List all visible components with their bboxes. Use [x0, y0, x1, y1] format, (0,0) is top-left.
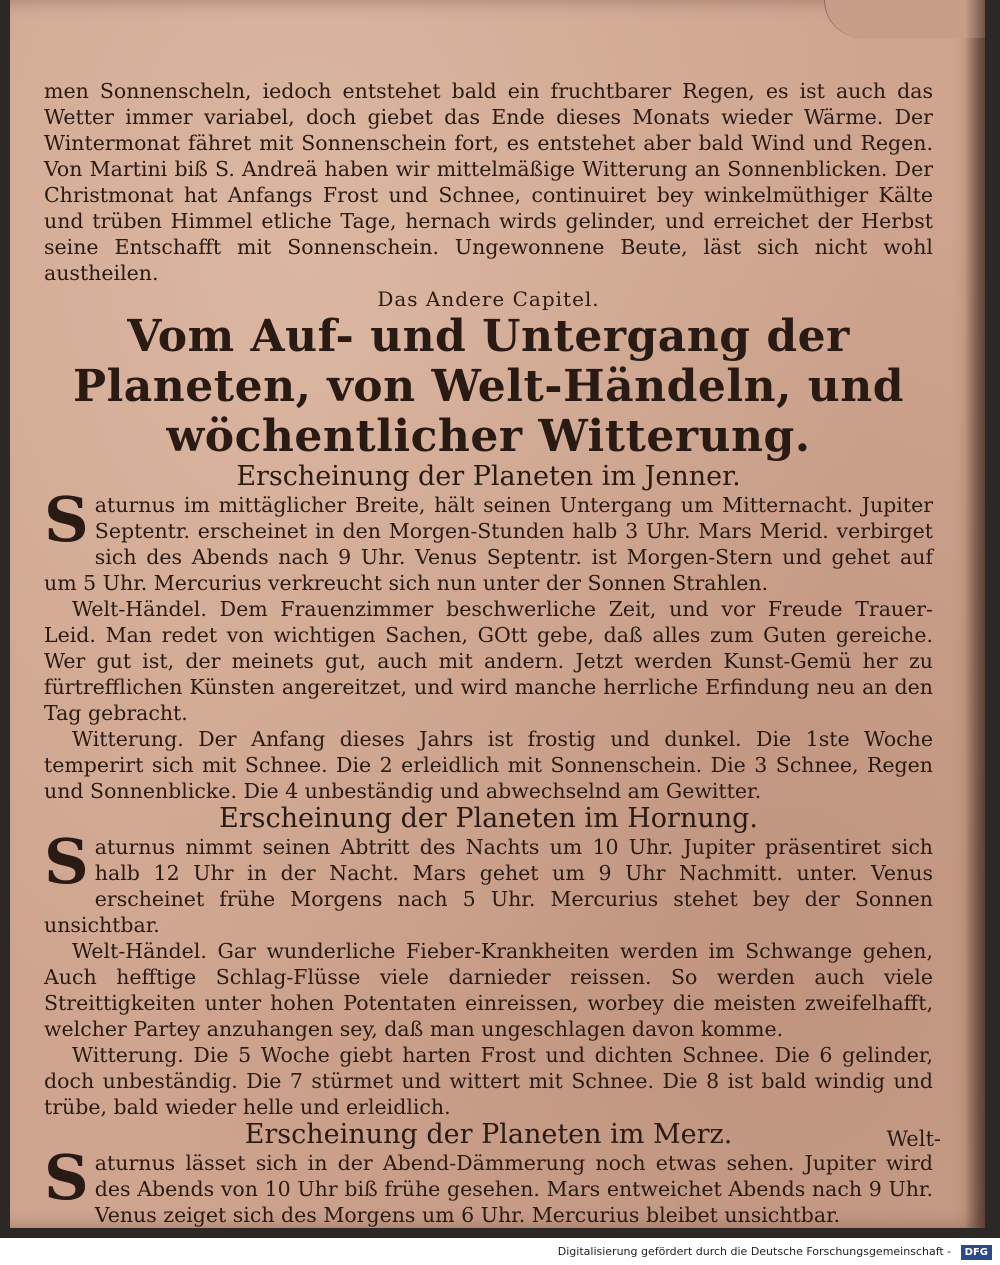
intro-paragraph: men Sonnenscheln, iedoch entstehet bald ein fruchtbarer Regen, es ist auch das Wetter immer variabel, doch giebet das Ende dieses Monats wieder Wärme. Der Wintermonat fähret mit Sonnenschein fort, es entstehet aber bald Wind und Regen. Von Martini biß S. Andreä haben wir mittelmäßige Witterung an Sonnenblicken. Der Christmonat hat Anfangs Frost und Schnee, continuiret bey winkelmüthiger Kälte und trüben Himmel etliche Tage, hernach wirds gelinder, und erreichet der Herbst seine Entschafft mit Sonnenschein. Ungewonnene Beute, läst sich nicht wohl austheilen. [44, 79, 933, 285]
planets-text: aturnus im mittäglicher Breite, hält seinen Untergang um Mitternacht. Jupiter Septentr. erscheinet in den Morgen-Stunden halb 3 Uhr. Mars Merid. verbirget sich des Abends nach 9 Uhr. Venus Septentr. ist Morgen-Stern und gehet auf um 5 Uhr. Mercurius verkreucht sich nun unter der Sonnen Strahlen. [44, 493, 933, 595]
section-jenner-wetter: Witterung. Der Anfang dieses Jahrs ist frostig und dunkel. Die 1ste Woche temperirt sich mit Schnee. Die 2 erleidlich mit Sonnenschein. Die 3 Schnee, Regen und Sonnenblicke. Die 4 unbeständig und abwechselnd am Gewitter. [44, 727, 933, 803]
footer-text: Digitalisierung gefördert durch die Deutsche Forschungsgemeinschaft - [557, 1245, 952, 1258]
dfg-logo-icon: DFG [961, 1245, 992, 1260]
section-merz-planets [44, 1141, 933, 1228]
section-hornung-planets [44, 825, 933, 938]
dropcap: S [44, 825, 89, 898]
book-page [10, 0, 985, 1228]
section-hornung-welt: Welt-Händel. Gar wunderliche Fieber-Krankheiten werden im Schwange gehen, Auch hefftige Schlag-Flüsse viele darnieder reissen. So werden auch viele Streittigkeiten unter hohen Potentaten einreissen, worbey die meisten zweifelhafft, welcher Partey anzuhangen sey, daß man ungeschlagen davon komme. [44, 939, 933, 1041]
catchword: Welt- [886, 1127, 941, 1151]
dropcap: S [44, 1141, 89, 1214]
digitization-footer [0, 1238, 1000, 1265]
chapter-title: Vom Auf- und Untergang der Planeten, von Welt-Händeln, und wöchentlicher Witterung. [72, 311, 904, 462]
section-jenner-welt: Welt-Händel. Dem Frauenzimmer beschwerliche Zeit, und vor Freude Trauer-Leid. Man redet von wichtigen Sachen, GOtt gebe, daß alles zum Guten gereiche. Wer gut ist, der meinets gut, auch mit andern. Jetzt werden Kunst-Gemü her zu fürtrefflichen Künsten angereitzet, und wird manche herrliche Erfindung neu an den Tag gebracht. [44, 597, 933, 725]
page-tab [824, 0, 985, 38]
planets-text: aturnus nimmt seinen Abtritt des Nachts um 10 Uhr. Jupiter präsentiret sich halb 12 Uhr in der Nacht. Mars gehet um 9 Uhr Nachmitt. unter. Venus erscheinet frühe Morgens nach 5 Uhr. Mercurius stehet bey der Sonnen unsichtbar. [44, 835, 933, 937]
page-text [44, 78, 933, 1228]
chapter-label: Das Andere Capitel. [377, 287, 600, 311]
planets-text: aturnus lässet sich in der Abend-Dämmerung noch etwas sehen. Jupiter wird des Abends von 10 Uhr biß frühe gesehen. Mars entweichet Abends nach 9 Uhr. Venus zeiget sich des Morgens um 6 Uhr. Mercurius bleibet unsichtbar. [94, 1151, 933, 1227]
section-hornung-wetter: Witterung. Die 5 Woche giebt harten Frost und dichten Schnee. Die 6 gelinder, doch unbeständig. Die 7 stürmet und wittert mit Schnee. Die 8 ist bald windig und trübe, bald wieder helle und erleidlich. [44, 1043, 933, 1119]
dropcap: S [44, 483, 89, 556]
page-spine-shadow [965, 0, 985, 1228]
section-heading-hornung: Erscheinung der Planeten im Hornung. [218, 803, 758, 834]
section-heading-jenner: Erscheinung der Planeten im Jenner. [236, 461, 741, 492]
section-heading-merz: Erscheinung der Planeten im Merz. [244, 1119, 733, 1150]
section-jenner-planets [44, 483, 933, 596]
